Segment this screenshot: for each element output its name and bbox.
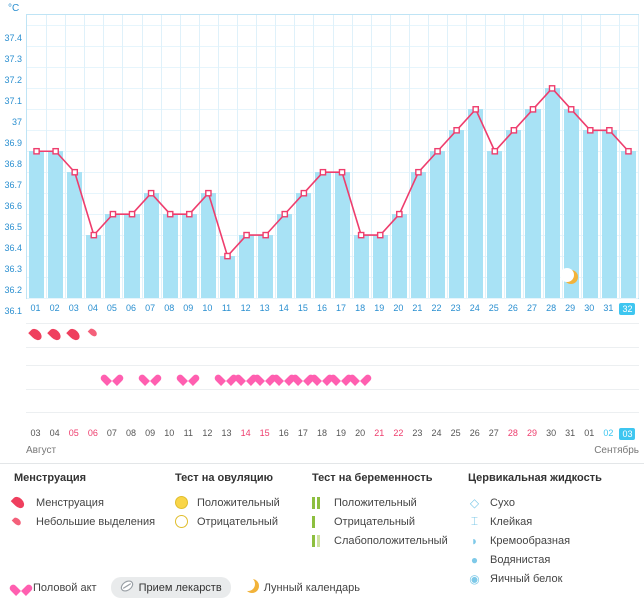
x-axis-tick[interactable]: 23: [450, 303, 461, 313]
legend-label: Кремообразная: [490, 534, 571, 547]
date-cell[interactable]: 25: [450, 428, 461, 438]
x-axis-tick[interactable]: 21: [412, 303, 423, 313]
legend-column-menstruation: [14, 472, 174, 531]
legend-label: Отрицательный: [197, 515, 278, 528]
creamy-icon: ◗: [470, 533, 479, 548]
legend-item-ovulation-negative: [175, 512, 310, 531]
date-cell[interactable]: 13: [221, 428, 232, 438]
legend-label: Слабоположительный: [334, 534, 448, 547]
month-label-right: Сентябрь: [594, 445, 639, 456]
two-bars-pale-icon: [312, 534, 334, 546]
x-axis-tick[interactable]: 29: [565, 303, 576, 313]
intercourse-marker[interactable]: [143, 370, 157, 385]
month-label-left: Август: [26, 445, 57, 456]
legend-label: Лунный календарь: [263, 581, 360, 594]
legend-item-intercourse: [14, 580, 97, 595]
one-bar-icon: [312, 515, 334, 527]
x-axis-tick[interactable]: 05: [106, 303, 117, 313]
data-point[interactable]: [569, 107, 574, 112]
data-point[interactable]: [473, 107, 478, 112]
menstruation-marker[interactable]: [31, 328, 40, 344]
date-cell[interactable]: 30: [546, 428, 557, 438]
data-point[interactable]: [397, 212, 402, 217]
intercourse-marker[interactable]: [353, 370, 367, 385]
date-cell-today[interactable]: 03: [619, 428, 635, 440]
x-axis-tick[interactable]: 10: [202, 303, 213, 313]
pregnancy-test-row[interactable]: [26, 391, 639, 413]
legend-column-pregnancy-test: [312, 472, 472, 550]
y-axis-tick: 37: [11, 117, 22, 128]
x-axis-tick[interactable]: 06: [126, 303, 137, 313]
legend-label: Водянистая: [490, 553, 551, 566]
legend-divider: [0, 463, 644, 464]
x-axis-tick-today[interactable]: 32: [619, 303, 635, 315]
x-axis-cycle-days: [26, 303, 639, 319]
legend-label: Прием лекарств: [138, 581, 222, 594]
y-axis-tick: 37.1: [4, 96, 22, 107]
data-point[interactable]: [110, 212, 115, 217]
data-point[interactable]: [91, 233, 96, 238]
data-point[interactable]: [454, 128, 459, 133]
pill-icon: [120, 579, 134, 596]
x-axis-tick[interactable]: 31: [603, 303, 614, 313]
y-axis-tick: 36.5: [4, 222, 22, 233]
menstruation-marker[interactable]: [69, 328, 78, 344]
date-cell[interactable]: 02: [603, 428, 614, 438]
date-cell[interactable]: 28: [507, 428, 518, 438]
data-point[interactable]: [206, 191, 211, 196]
data-point[interactable]: [263, 233, 268, 238]
x-axis-tick[interactable]: 14: [278, 303, 289, 313]
date-cell[interactable]: 12: [202, 428, 213, 438]
data-point[interactable]: [282, 212, 287, 217]
legend-item-dry: [468, 493, 638, 512]
small-drop-icon: [14, 517, 36, 526]
x-axis-tick[interactable]: 20: [393, 303, 404, 313]
spotting-marker[interactable]: [90, 328, 96, 340]
legend-title-menstruation: Менструация: [14, 472, 87, 484]
data-point[interactable]: [129, 212, 134, 217]
x-axis-tick[interactable]: 03: [68, 303, 79, 313]
date-cell[interactable]: 11: [183, 428, 193, 438]
date-cell[interactable]: 27: [488, 428, 499, 438]
y-axis-tick: 37.3: [4, 54, 22, 65]
date-cell[interactable]: 16: [278, 428, 289, 438]
legend-title-pregnancy: Тест на беременность: [312, 472, 433, 484]
legend-label: Положительный: [334, 496, 417, 509]
data-point[interactable]: [378, 233, 383, 238]
data-point[interactable]: [53, 149, 58, 154]
data-point[interactable]: [225, 253, 230, 258]
intercourse-marker[interactable]: [258, 370, 272, 385]
x-axis-tick[interactable]: 13: [259, 303, 270, 313]
x-axis-tick[interactable]: 12: [240, 303, 251, 313]
data-point[interactable]: [416, 170, 421, 175]
calendar-date-row: [26, 428, 639, 442]
legend-column-cervical-fluid: [468, 472, 638, 588]
legend-column-ovulation-test: [175, 472, 310, 531]
date-cell[interactable]: 17: [297, 428, 308, 438]
x-axis-tick[interactable]: 02: [49, 303, 60, 313]
legend-item-pregnancy-weak: [312, 531, 472, 550]
y-axis-labels: [0, 14, 24, 316]
intercourse-marker[interactable]: [334, 370, 348, 385]
lunar-calendar-marker[interactable]: [564, 270, 578, 287]
data-point[interactable]: [359, 233, 364, 238]
intercourse-marker[interactable]: [239, 370, 253, 385]
date-cell[interactable]: 04: [49, 428, 60, 438]
legend-item-pregnancy-positive: [312, 493, 472, 512]
x-axis-tick[interactable]: 26: [507, 303, 518, 313]
data-point[interactable]: [149, 191, 154, 196]
date-cell[interactable]: 15: [259, 428, 270, 438]
date-cell[interactable]: 26: [469, 428, 480, 438]
y-axis-tick: 36.3: [4, 264, 22, 275]
x-axis-tick[interactable]: 07: [145, 303, 156, 313]
date-cell[interactable]: 19: [336, 428, 347, 438]
legend-item-eggwhite: [468, 569, 638, 588]
moon-icon: [245, 579, 259, 596]
x-axis-tick[interactable]: 28: [546, 303, 557, 313]
y-axis-tick: 36.1: [4, 306, 22, 316]
x-axis-tick[interactable]: 25: [488, 303, 499, 313]
intercourse-row[interactable]: [26, 366, 639, 388]
x-axis-tick[interactable]: 19: [374, 303, 385, 313]
legend-item-creamy: [468, 531, 638, 550]
legend-label: Половой акт: [33, 581, 97, 594]
legend-item-menstruation: [14, 493, 174, 512]
intercourse-marker[interactable]: [105, 370, 119, 385]
watery-icon: ●: [470, 552, 479, 567]
date-cell[interactable]: 06: [87, 428, 98, 438]
dry-icon: ◇: [469, 495, 480, 510]
x-axis-tick[interactable]: 04: [87, 303, 98, 313]
x-axis-tick[interactable]: 09: [183, 303, 194, 313]
date-cell[interactable]: 24: [431, 428, 442, 438]
drop-icon: [14, 496, 36, 509]
data-point[interactable]: [511, 128, 516, 133]
x-axis-tick[interactable]: 18: [355, 303, 366, 313]
data-point[interactable]: [607, 128, 612, 133]
data-point[interactable]: [492, 149, 497, 154]
x-axis-tick[interactable]: 27: [526, 303, 537, 313]
x-axis-tick[interactable]: 24: [469, 303, 480, 313]
legend-item-spotting: [14, 512, 174, 531]
date-cell[interactable]: 01: [584, 428, 595, 438]
x-axis-tick[interactable]: 22: [431, 303, 442, 313]
legend-label: Сухо: [490, 496, 515, 509]
y-axis-unit: °C: [8, 3, 20, 14]
legend-label: Небольшие выделения: [36, 515, 156, 528]
intercourse-marker[interactable]: [315, 370, 329, 385]
data-point[interactable]: [588, 128, 593, 133]
date-cell[interactable]: 03: [30, 428, 41, 438]
intercourse-marker[interactable]: [277, 370, 291, 385]
data-point[interactable]: [626, 149, 631, 154]
empty-circle-icon: [175, 515, 197, 528]
sticky-icon: ⌶: [470, 514, 479, 528]
legend-title-ovulation: Тест на овуляцию: [175, 472, 274, 484]
data-point[interactable]: [435, 149, 440, 154]
y-axis-tick: 36.2: [4, 285, 22, 296]
legend-item-ovulation-positive: [175, 493, 310, 512]
data-point[interactable]: [168, 212, 173, 217]
y-axis-tick: 36.7: [4, 180, 22, 191]
x-axis-tick[interactable]: 30: [584, 303, 595, 313]
row-divider: [26, 323, 639, 324]
x-axis-tick[interactable]: 01: [30, 303, 41, 313]
data-point[interactable]: [187, 212, 192, 217]
x-axis-tick[interactable]: 15: [297, 303, 308, 313]
filled-circle-icon: [175, 496, 197, 509]
legend-title-cervical-fluid: Цервикальная жидкость: [468, 472, 602, 484]
data-point[interactable]: [72, 170, 77, 175]
data-point[interactable]: [244, 233, 249, 238]
data-point[interactable]: [549, 86, 554, 91]
y-axis-tick: 36.6: [4, 201, 22, 212]
legend-item-lunar-calendar: [245, 579, 360, 596]
y-axis-tick: 36.8: [4, 159, 22, 170]
row-divider: [26, 389, 639, 390]
eggwhite-icon: ◉: [469, 571, 480, 586]
data-point[interactable]: [339, 170, 344, 175]
date-cell[interactable]: 08: [126, 428, 137, 438]
date-cell[interactable]: 22: [393, 428, 404, 438]
y-axis-tick: 37.4: [4, 33, 22, 44]
x-axis-tick[interactable]: 08: [164, 303, 175, 313]
legend: [0, 472, 644, 595]
date-cell[interactable]: 21: [374, 428, 385, 438]
gridline: [27, 298, 638, 299]
legend-label: Яичный белок: [490, 572, 563, 585]
x-axis-tick[interactable]: 11: [221, 303, 232, 313]
menstruation-row[interactable]: [26, 325, 639, 347]
y-axis-tick: 36.9: [4, 138, 22, 149]
legend-label: Отрицательный: [334, 515, 415, 528]
date-cell[interactable]: 14: [240, 428, 251, 438]
vertical-gridline: [638, 15, 639, 298]
data-point[interactable]: [320, 170, 325, 175]
date-cell[interactable]: 23: [412, 428, 423, 438]
date-cell[interactable]: 31: [565, 428, 576, 438]
x-axis-tick[interactable]: 16: [316, 303, 327, 313]
date-cell[interactable]: 20: [355, 428, 366, 438]
legend-item-pregnancy-negative: [312, 512, 472, 531]
legend-label: Клейкая: [490, 515, 533, 528]
y-axis-tick: 37.2: [4, 75, 22, 86]
intercourse-marker[interactable]: [296, 370, 310, 385]
date-cell[interactable]: 10: [164, 428, 175, 438]
legend-item-sticky: [468, 512, 638, 531]
y-axis-tick: 36.4: [4, 243, 22, 254]
date-cell[interactable]: 09: [145, 428, 156, 438]
row-divider: [26, 412, 639, 413]
intercourse-marker[interactable]: [219, 370, 233, 385]
legend-label: Менструация: [36, 496, 104, 509]
legend-label: Положительный: [197, 496, 280, 509]
date-cell[interactable]: 18: [316, 428, 327, 438]
data-point[interactable]: [301, 191, 306, 196]
plot-region: [26, 14, 639, 299]
two-bars-icon: [312, 496, 334, 508]
date-cell[interactable]: 07: [106, 428, 117, 438]
temperature-line: [27, 15, 638, 298]
heart-icon: [14, 580, 28, 595]
x-axis-tick[interactable]: 17: [336, 303, 347, 313]
data-point[interactable]: [530, 107, 535, 112]
date-cell[interactable]: 05: [68, 428, 79, 438]
legend-item-watery: [468, 550, 638, 569]
date-cell[interactable]: 29: [526, 428, 537, 438]
menstruation-marker[interactable]: [50, 328, 59, 344]
row-divider: [26, 347, 639, 348]
intercourse-marker[interactable]: [181, 370, 195, 385]
data-point[interactable]: [34, 149, 39, 154]
